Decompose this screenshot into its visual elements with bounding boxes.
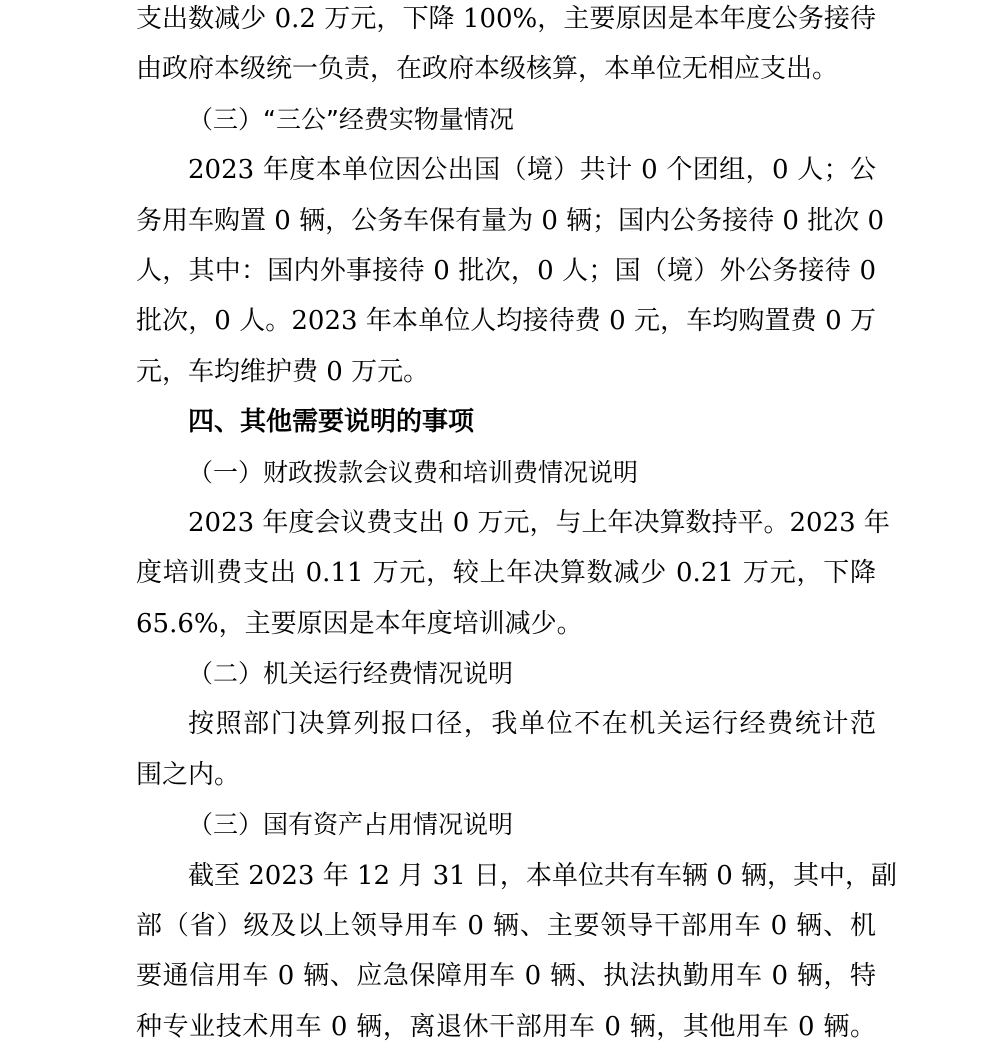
body-line: 人，其中：国内外事接待 0 批次，0 人；国（境）外公务接待 0 (136, 255, 876, 286)
document-page (136, 0, 897, 1058)
body-line: 65.6%，主要原因是本年度培训减少。 (136, 608, 583, 639)
section-heading: （三）“三公”经费实物量情况 (188, 104, 514, 134)
body-line: 要通信用车 0 辆、应急保障用车 0 辆、执法执勤用车 0 辆，特 (136, 961, 876, 992)
section-heading: （一）财政拨款会议费和培训费情况说明 (188, 457, 639, 487)
body-line: 部（省）级及以上领导用车 0 辆、主要领导干部用车 0 辆、机 (136, 911, 876, 942)
chapter-heading: 四、其他需要说明的事项 (188, 407, 475, 438)
body-line: 围之内。 (136, 759, 241, 790)
body-line: 截至 2023 年 12 月 31 日，本单位共有车辆 0 辆，其中，副 (188, 860, 897, 891)
body-line: 种专业技术用车 0 辆，离退休干部用车 0 辆，其他用车 0 辆。 (136, 1011, 876, 1042)
body-line: 批次，0 人。2023 年本单位人均接待费 0 元，车均购置费 0 万 (136, 306, 876, 337)
body-line: 2023 年度会议费支出 0 万元，与上年决算数持平。2023 年 (188, 507, 890, 538)
body-line: 按照部门决算列报口径，我单位不在机关运行经费统计范 (188, 709, 876, 740)
body-line: 支出数减少 0.2 万元，下降 100%，主要原因是本年度公务接待 (136, 4, 876, 34)
body-line: 务用车购置 0 辆，公务车保有量为 0 辆；国内公务接待 0 批次 0 (136, 205, 885, 236)
section-heading: （二）机关运行经费情况说明 (188, 659, 514, 689)
body-line: 度培训费支出 0.11 万元，较上年决算数减少 0.21 万元，下降 (136, 558, 876, 589)
body-line: 由政府本级统一负责，在政府本级核算，本单位无相应支出。 (136, 54, 839, 85)
body-line: 2023 年度本单位因公出国（境）共计 0 个团组，0 人；公 (188, 155, 876, 186)
body-line: 元，车均维护费 0 万元。 (136, 356, 430, 387)
section-heading: （三）国有资产占用情况说明 (188, 810, 514, 840)
